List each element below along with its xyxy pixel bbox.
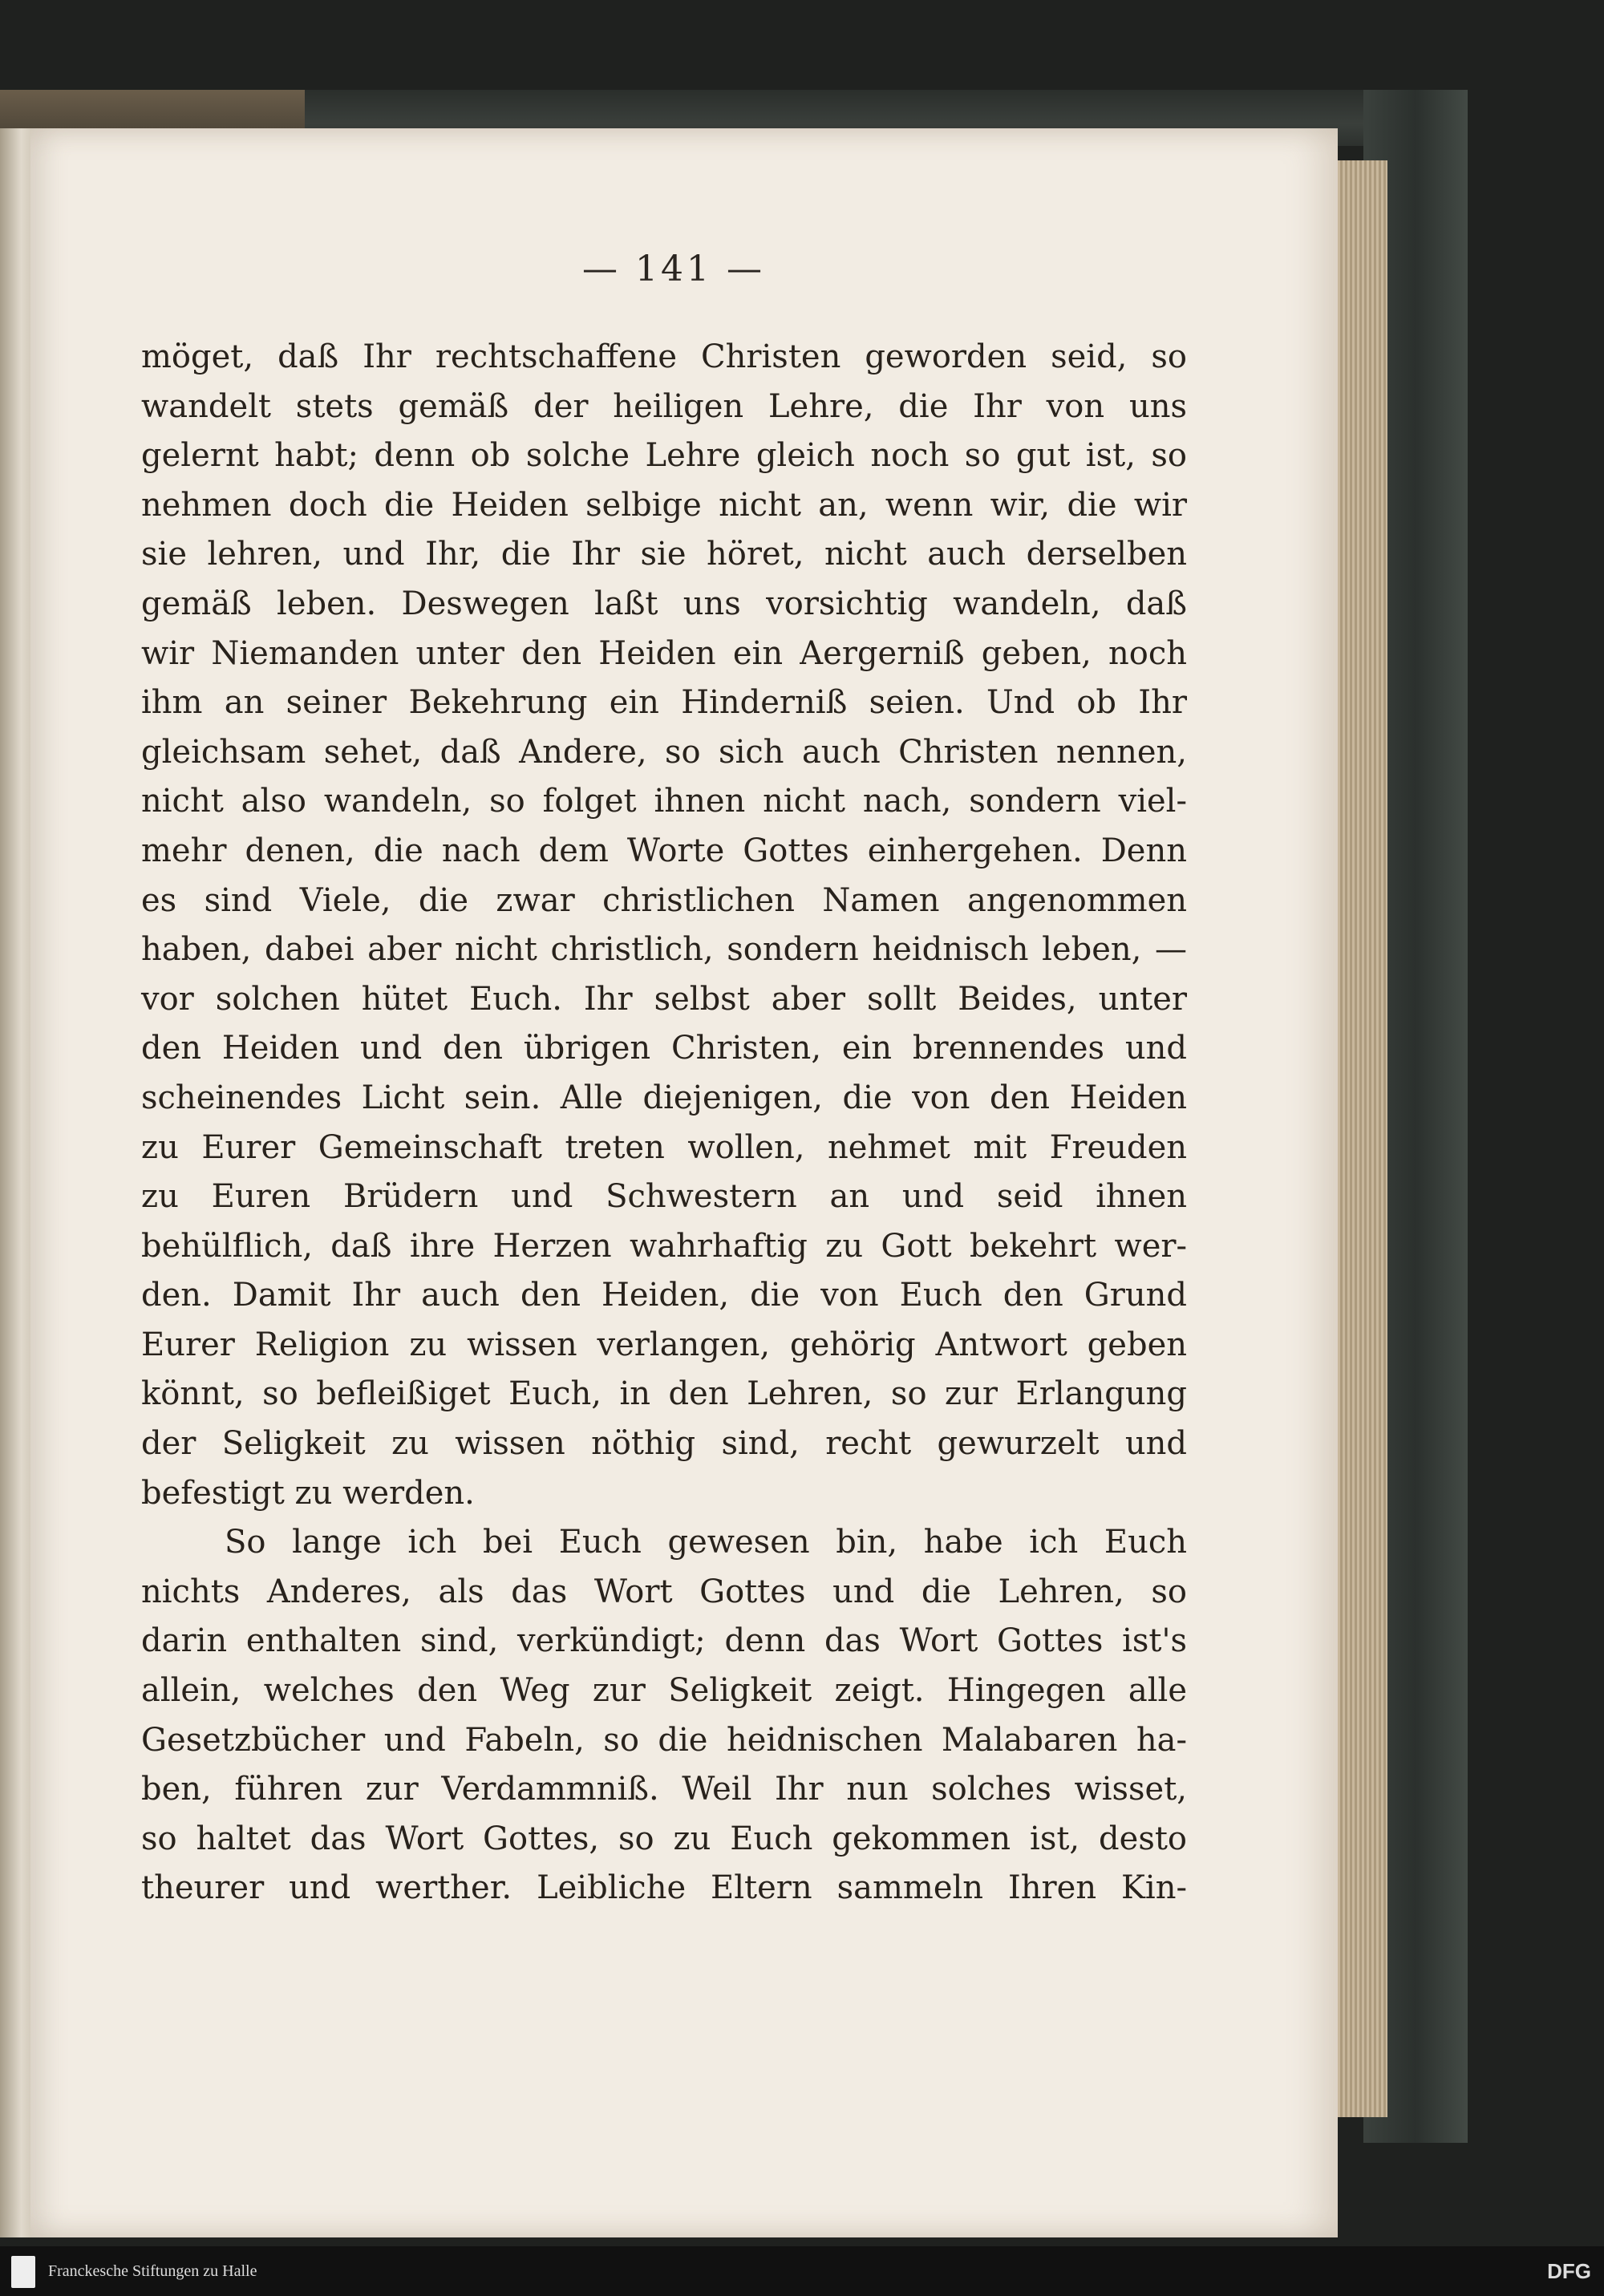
text-line: wir Niemanden unter den Heiden ein Aergerniß geben, noch bbox=[141, 634, 1187, 672]
text-line: wandelt stets gemäß der heiligen Lehre, die Ihr von uns bbox=[141, 387, 1187, 425]
dfg-badge: DFG bbox=[1547, 2259, 1591, 2283]
text-line: ben, führen zur Verdammniß. Weil Ihr nun solches wisset, bbox=[141, 1771, 1187, 1808]
text-line: es sind Viele, die zwar christlichen Namen angenommen bbox=[141, 881, 1187, 919]
text-line: Gesetzbücher und Fabeln, so die heidnischen Malabaren ha- bbox=[141, 1721, 1187, 1759]
text-line: darin enthalten sind, verkündigt; denn das Wort Gottes ist's bbox=[141, 1622, 1187, 1660]
viewer-footer-bar bbox=[0, 2246, 1604, 2296]
text-line: theurer und werther. Leibliche Eltern sammeln Ihren Kin- bbox=[141, 1869, 1187, 1907]
text-line: so haltet das Wort Gottes, so zu Euch gekommen ist, desto bbox=[141, 1820, 1187, 1857]
text-line-paragraph-start: So lange ich bei Euch gewesen bin, habe ich Euch bbox=[225, 1524, 1187, 1561]
text-line: behülflich, daß ihre Herzen wahrhaftig zu Gott bekehrt wer- bbox=[141, 1227, 1187, 1265]
text-line: nichts Anderes, als das Wort Gottes und die Lehren, so bbox=[141, 1573, 1187, 1610]
page-number: — 141 — bbox=[582, 249, 765, 290]
institution-logo-icon bbox=[11, 2256, 35, 2288]
text-line: haben, dabei aber nicht christlich, sondern heidnisch leben, — bbox=[141, 931, 1187, 969]
text-line: gleichsam sehet, daß Andere, so sich auch Christen nennen, bbox=[141, 733, 1187, 771]
institution-name: Franckesche Stiftungen zu Halle bbox=[48, 2262, 257, 2280]
text-line: den. Damit Ihr auch den Heiden, die von Euch den Grund bbox=[141, 1277, 1187, 1314]
text-line: mehr denen, die nach dem Worte Gottes einhergehen. Denn bbox=[141, 832, 1187, 869]
text-line: ihm an seiner Bekehrung ein Hinderniß seien. Und ob Ihr bbox=[141, 684, 1187, 722]
text-line: der Seligkeit zu wissen nöthig sind, recht gewurzelt und bbox=[141, 1425, 1187, 1463]
text-line: scheinendes Licht sein. Alle diejenigen, die von den Heiden bbox=[141, 1079, 1187, 1116]
text-line: vor solchen hütet Euch. Ihr selbst aber sollt Beides, unter bbox=[141, 980, 1187, 1018]
text-line: gelernt habt; denn ob solche Lehre gleich noch so gut ist, so bbox=[141, 437, 1187, 475]
text-line: den Heiden und den übrigen Christen, ein brennendes und bbox=[141, 1030, 1187, 1067]
text-line: nicht also wandeln, so folget ihnen nicht nach, sondern viel- bbox=[141, 783, 1187, 820]
text-line: sie lehren, und Ihr, die Ihr sie höret, nicht auch derselben bbox=[141, 536, 1187, 573]
text-line: Eurer Religion zu wissen verlangen, gehörig Antwort geben bbox=[141, 1326, 1187, 1363]
text-line: allein, welches den Weg zur Seligkeit zeigt. Hingegen alle bbox=[141, 1672, 1187, 1710]
text-line: zu Euren Brüdern und Schwestern an und seid ihnen bbox=[141, 1178, 1187, 1216]
text-line: gemäß leben. Deswegen laßt uns vorsichtig wandeln, daß bbox=[141, 585, 1187, 622]
text-line: möget, daß Ihr rechtschaffene Christen geworden seid, so bbox=[141, 338, 1187, 375]
text-line: nehmen doch die Heiden selbige nicht an, wenn wir, die wir bbox=[141, 486, 1187, 524]
page-body-text bbox=[141, 333, 1187, 1913]
text-line: könnt, so befleißiget Euch, in den Lehren, so zur Erlangung bbox=[141, 1375, 1187, 1413]
text-line-paragraph-end: befestigt zu werden. bbox=[141, 1474, 475, 1512]
text-line: zu Eurer Gemeinschaft treten wollen, nehmet mit Freuden bbox=[141, 1128, 1187, 1166]
